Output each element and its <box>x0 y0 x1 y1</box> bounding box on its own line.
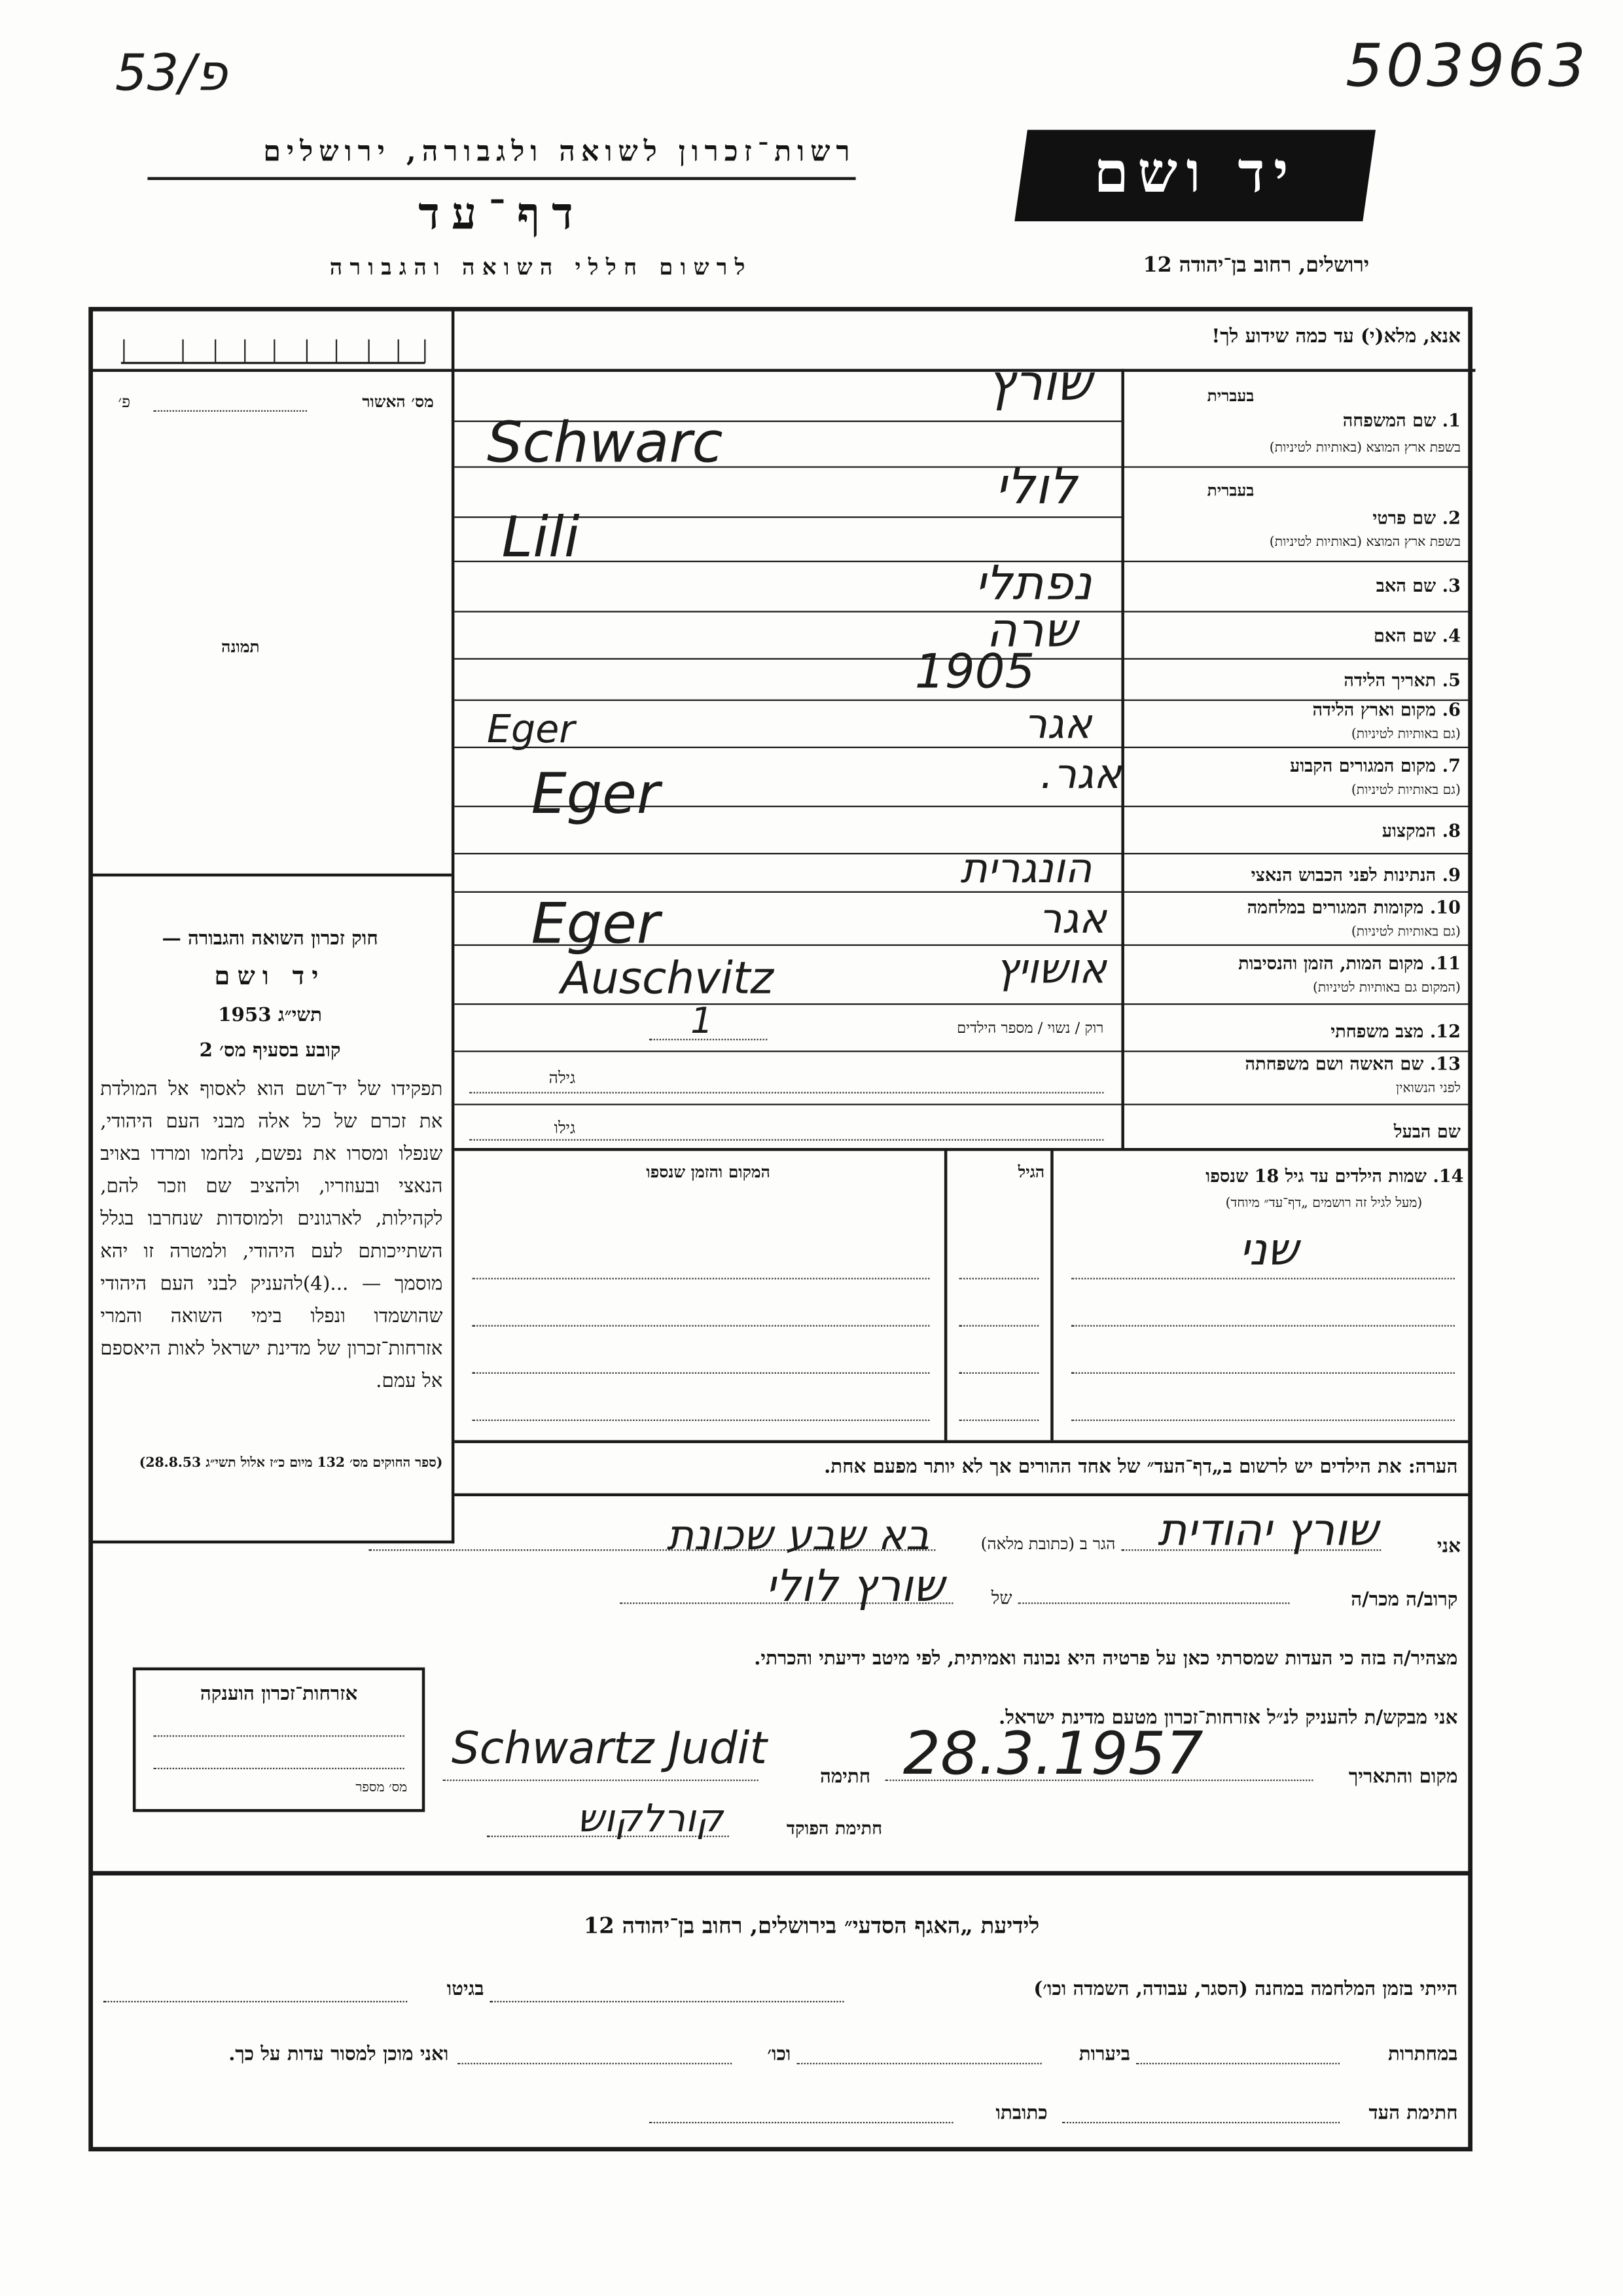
document-id-number: 503963 <box>1346 32 1589 101</box>
citizenship-box-line1[interactable] <box>153 1735 404 1736</box>
field13-label: 13. שם האשה ושם משפחתה <box>1245 1053 1461 1075</box>
signature-line[interactable] <box>442 1780 758 1781</box>
officer-label: חתימת הפוקד <box>786 1818 883 1839</box>
footer-testimony-text: ואני מוכן למסור עדות על כך. <box>228 2043 449 2066</box>
relative-label: קרוב/ה מכר/ה <box>1351 1589 1458 1611</box>
field11-value-latin[interactable]: Auschvitz <box>560 953 774 1005</box>
footer-etc-label: וכו׳ <box>767 2043 791 2066</box>
row-rule-13 <box>454 1103 1472 1105</box>
declaration-statement: מצהיר/ה בזה כי העדות שמסרתי כאן על פרטיה היא נכונה ואמיתית, לפי מיטב ידיעתי והכרתי. <box>754 1648 1458 1671</box>
field7-value-hebrew[interactable]: אגר. <box>1040 749 1122 798</box>
children-remark: הערה: את הילדים יש לרשום ב„דף־העד״ של אחד ההורים אך לא יותר מפעם אחת. <box>824 1456 1458 1479</box>
resident-label: הגר ב (כתובת מלאה) <box>980 1534 1116 1554</box>
date-value[interactable]: 28.3.1957 <box>902 1720 1204 1789</box>
field2-value-hebrew[interactable]: לולי <box>995 457 1077 517</box>
children-col-divider-2 <box>1050 1151 1052 1441</box>
field7-value-latin[interactable]: Eger <box>531 761 660 827</box>
footer-ghetto-line[interactable] <box>103 2001 407 2002</box>
field7-note: (גם באותיות לטיניות) <box>1351 783 1461 798</box>
children-age-header: הגיל <box>1018 1162 1045 1182</box>
citizenship-granted-box <box>133 1668 425 1812</box>
of-label: של <box>991 1587 1012 1609</box>
children-place-header: המקום והזמן שנספו <box>646 1162 770 1182</box>
field5-label: 5. תאריך הלידה <box>1344 670 1461 691</box>
field11-note: (המקום גם באותיות לטיניות) <box>1313 981 1461 996</box>
law-year: 1953 <box>218 1005 272 1028</box>
children-row4-place[interactable] <box>472 1420 929 1421</box>
law-year-line <box>103 1003 437 1027</box>
field2-label: 2. שם פרטי <box>1372 507 1461 529</box>
footer-underground-line[interactable] <box>1136 2063 1340 2064</box>
left-column-divider <box>452 310 455 1543</box>
signature-label: חתימה <box>820 1766 871 1789</box>
field2-value-latin[interactable]: Lili <box>501 505 580 570</box>
field9-label: 9. הנתינות לפני הכבוש הנאצי <box>1251 865 1461 886</box>
children-label: 14. שמות הילדים עד גיל 18 שנספו <box>1205 1166 1464 1187</box>
yad-vashem-logo <box>1014 130 1376 221</box>
field10-value-hebrew[interactable]: אגר <box>1039 894 1107 943</box>
archive-file-number: 53/פ <box>115 44 228 103</box>
place-date-label: מקום והתאריך <box>1348 1766 1458 1789</box>
law-section: קובע בסעיף מס׳ 2 <box>199 1040 341 1063</box>
footer-ghetto-label: בגיטו <box>446 1979 484 2001</box>
logo-text: יד ושם <box>1094 138 1298 206</box>
relative-of-value[interactable]: שורץ לולי <box>765 1561 944 1613</box>
children-count-line <box>649 1039 767 1040</box>
field11-label: 11. מקום המות, הזמן והנסיבות <box>1238 953 1461 974</box>
declarant-name-value[interactable]: שורץ יהודית <box>1157 1505 1378 1557</box>
marital-status-options: רוק / נשוי / מספר הילדים <box>957 1021 1104 1037</box>
row-rule-14 <box>454 1148 1472 1150</box>
field4-value[interactable]: שרה <box>986 601 1077 658</box>
authority-name: רשות־זכרון לשואה ולגבורה, ירושלים <box>263 135 856 169</box>
husband-label: שם הבעל <box>1393 1121 1461 1142</box>
approval-number-label: מס׳ האשור <box>362 392 434 412</box>
field6-label: 6. מקום וארץ הלידה <box>1312 699 1461 721</box>
field1-in-hebrew: בעברית <box>1207 386 1255 406</box>
footer-address-line[interactable] <box>649 2122 953 2123</box>
signature-value[interactable]: Schwartz Judit <box>451 1723 768 1776</box>
law-body: תפקידו של יד־ושם הוא לאסוף אל המולדת את זכרם של כל אלה מבני העם היהודי, שנפלו ומסרו את נפשם, נלחמו ומרדו באויב הנאצי ובעוזריו, ולהציב שם וזכר להם, לקהילות, לארגונים ולמוסדות שנחרבו בגלל השתייכותם לעם היהודי, ולמטרה זו יהא מוסמך — ...(4)להעניק לבני העם היהודי שהושמדו ונפלו בימי השואה והמרי אזרחות־זכרון של מדינת ישראל לאות היאספם אל עמם. <box>100 1079 443 1393</box>
children-row1-place[interactable] <box>472 1278 929 1279</box>
law-title: חוק זכרון השואה והגבורה — <box>162 928 378 950</box>
field6-value-latin[interactable]: Eger <box>486 708 575 753</box>
field10-label: 10. מקומות המגורים במלחמה <box>1247 897 1461 918</box>
approval-number-field[interactable] <box>153 410 306 412</box>
footer-forests-line[interactable] <box>796 2063 1041 2064</box>
field4-label: 4. שם האם <box>1373 625 1461 647</box>
children-table-bottom <box>454 1440 1472 1442</box>
children-row1-name[interactable] <box>1071 1278 1455 1279</box>
citizenship-box-line2[interactable] <box>153 1768 404 1769</box>
field1-label: 1. שם המשפחה <box>1342 410 1461 431</box>
field1-value-latin[interactable]: Schwarc <box>486 410 723 475</box>
field2-note: בשפת ארץ המוצא (באותיות לטיניות) <box>1269 535 1461 550</box>
children-row2-place[interactable] <box>472 1325 929 1327</box>
field8-label: 8. המקצוע <box>1382 820 1461 842</box>
footer-line1: הייתי בזמן המלחמה במחנה (הסגר, עבודה, השמדה וכו׳) <box>1033 1979 1458 2001</box>
husband-age-label: גילו <box>554 1118 576 1138</box>
footer-title: לידיעת „האגף הסדעי״ בירושלים, רחוב בן־יהודה 12 <box>583 1912 1040 1939</box>
law-logo: יד ושם <box>214 961 326 992</box>
row-rule-12 <box>454 1050 1472 1052</box>
footer-witness-sign-label: חתימת העד <box>1368 2102 1458 2125</box>
footer-etc-line[interactable] <box>457 2063 732 2064</box>
field3-value[interactable]: נפתלי <box>974 554 1092 611</box>
husband-name-line[interactable] <box>469 1139 1103 1140</box>
intro-rule <box>92 369 1476 371</box>
photo-area-bottom <box>92 874 452 876</box>
citizenship-request: אני מבקש/ת להעניק לנ״ל אזרחות־זכרון מטעם מדינת ישראל. <box>999 1707 1458 1730</box>
remark-bottom <box>454 1494 1472 1496</box>
field1-value-hebrew[interactable]: שורץ <box>987 354 1092 414</box>
field10-value-latin[interactable]: Eger <box>531 891 660 956</box>
field1-note: בשפת ארץ המוצא (באותיות לטיניות) <box>1269 441 1461 456</box>
children-count-value[interactable]: 1 <box>690 1000 713 1042</box>
children-col-divider-1 <box>944 1151 946 1441</box>
law-year-hebrew: תשי״ג <box>277 1005 323 1028</box>
field5-value[interactable]: 1905 <box>914 643 1035 700</box>
approval-number-boxes <box>92 313 452 372</box>
children-row2-age[interactable] <box>959 1325 1039 1327</box>
citizenship-box-number: מס׳ מספר <box>355 1781 408 1796</box>
children-row3-age[interactable] <box>959 1372 1039 1374</box>
field7-label: 7. מקום המגורים הקבוע <box>1290 755 1461 776</box>
declarant-address-value[interactable]: בא שבע שכונת <box>666 1511 930 1560</box>
children-row4-age[interactable] <box>959 1420 1039 1421</box>
law-source: (ספר החוקים מס׳ 132 מיום כ״ז אלול תשי״ג 28.8.53) <box>139 1456 443 1471</box>
citizenship-box-title: אזרחות־זכרון הוענקה <box>200 1683 358 1706</box>
field6-value-hebrew[interactable]: אגר <box>1024 699 1092 749</box>
field10-note: (גם באותיות לטיניות) <box>1351 925 1461 941</box>
children-note: (מעל לגיל זה רושמים „דף־עד״ מיוחד) <box>1225 1196 1423 1211</box>
form-title: דף־עד <box>418 188 585 241</box>
children-row4-name[interactable] <box>1071 1420 1455 1421</box>
footer-camp-line[interactable] <box>490 2001 844 2002</box>
footer-underground-label: במחתרות <box>1387 2043 1458 2066</box>
field2-in-hebrew: בעברית <box>1207 480 1255 501</box>
wife-name-line[interactable] <box>469 1092 1103 1093</box>
approval-box-ticks <box>92 313 452 372</box>
footer-address-label: כתובתו <box>995 2102 1048 2125</box>
header-rule <box>147 177 855 181</box>
form-intro: אנא, מלא(י) עד כמה שידוע לך! <box>1211 326 1461 349</box>
label-column-divider <box>1121 369 1124 1148</box>
approval-number-prefix: פ׳ <box>118 392 131 412</box>
children-row1-name-value[interactable]: שני <box>1239 1225 1298 1277</box>
field12-label: 12. מצב משפחתי <box>1330 1021 1461 1042</box>
wife-age-label: גילה <box>548 1068 576 1088</box>
children-row3-place[interactable] <box>472 1372 929 1374</box>
footer-forests-label: ביערות <box>1079 2043 1130 2066</box>
field6-note: (גם באותיות לטיניות) <box>1351 727 1461 743</box>
header-address: ירושלים, רחוב בן־יהודה 12 <box>1143 253 1370 278</box>
officer-signature-value[interactable]: קורלקוש <box>577 1797 723 1842</box>
field9-value[interactable]: הונגרית <box>960 844 1092 893</box>
field13-note: לפני הנשואין <box>1395 1081 1461 1097</box>
relative-type-line[interactable] <box>1018 1602 1290 1604</box>
field11-value-hebrew[interactable]: אושויץ <box>995 944 1107 994</box>
form-subtitle: לרשום חללי השואה והגבורה <box>329 253 753 281</box>
field3-label: 3. שם האב <box>1376 575 1461 596</box>
photo-label: תמונה <box>221 637 260 657</box>
children-row3-name[interactable] <box>1071 1372 1455 1374</box>
children-row1-age[interactable] <box>959 1278 1039 1279</box>
declaration-i-label: אני <box>1436 1535 1461 1558</box>
children-row2-name[interactable] <box>1071 1325 1455 1327</box>
footer-separator <box>92 1871 1472 1876</box>
footer-witness-sign-line[interactable] <box>1062 2122 1340 2123</box>
